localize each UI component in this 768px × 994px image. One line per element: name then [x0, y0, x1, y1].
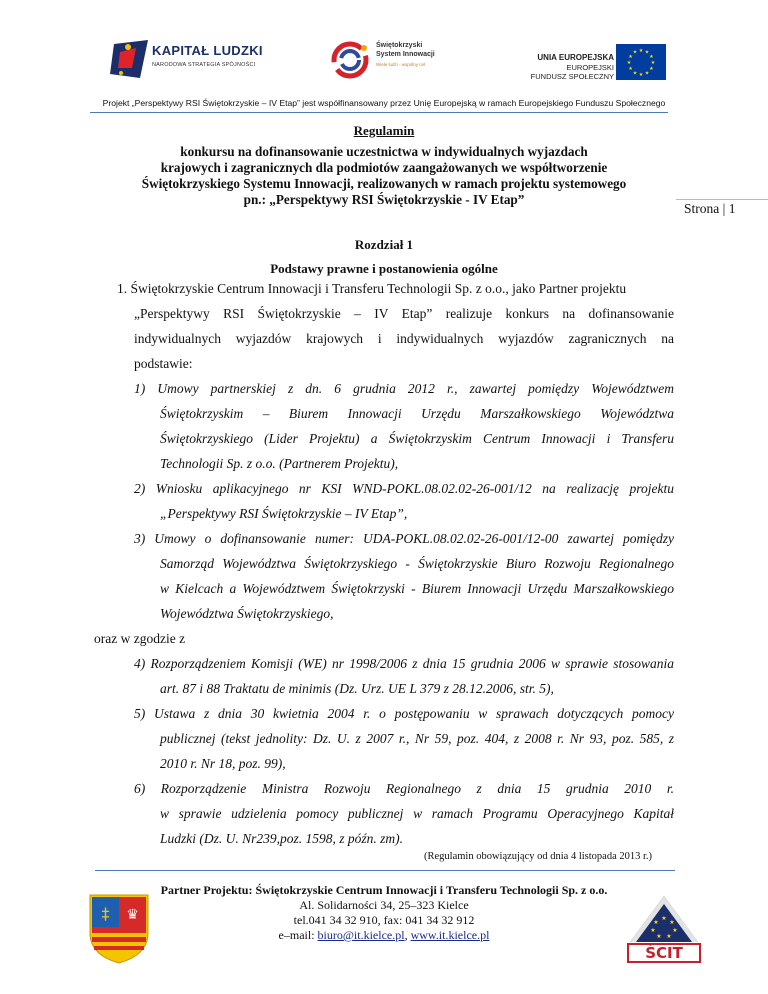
- item-5-line-2: publicznej (tekst jednolity: Dz. U. z 2007 r., Nr 59, poz. 404, z 2008 r. Nr 93, poz. 585, z: [160, 731, 674, 746]
- ssi-name-line1: Świętokrzyski: [376, 42, 423, 49]
- svg-text:★: ★: [661, 915, 667, 922]
- item-6-line-3: Ludzki (Dz. U. Nr239,poz. 1598, z późn. zm).: [160, 831, 404, 846]
- item-6-line-2: w sprawie udzielenia pomocy publicznej w ramach Programu Operacyjnego Kapitał: [160, 806, 674, 821]
- svg-text:★: ★: [632, 49, 638, 56]
- svg-text:★: ★: [626, 60, 632, 66]
- item-1-line-4: Technologii Sp. z o.o. (Partnerem Projektu),: [160, 456, 399, 471]
- svg-text:★: ★: [638, 48, 644, 54]
- footer-partner: Partner Projektu: Świętokrzyskie Centrum Innowacji i Transferu Technologii Sp. z o.o.: [160, 883, 608, 897]
- document-title: Regulamin: [353, 123, 415, 138]
- item-5-line-3: 2010 r. Nr 18, poz. 99),: [160, 756, 286, 771]
- svg-text:★: ★: [650, 927, 656, 934]
- svg-text:★: ★: [649, 66, 654, 72]
- ssi-logo: [330, 38, 380, 82]
- svg-text:‡: ‡: [101, 904, 110, 923]
- oraz-line: oraz w zgodzie z: [94, 631, 186, 646]
- ssi-slogan: Wiele ludzi - wspólny cel: [376, 62, 426, 67]
- chapter-heading: Rozdział 1: [354, 237, 414, 252]
- svg-text:★: ★: [628, 66, 633, 72]
- svg-text:★: ★: [669, 919, 675, 926]
- svg-text:♛: ♛: [126, 907, 139, 923]
- chapter-subheading: Podstawy prawne i postanowienia ogólne: [270, 261, 498, 276]
- eu-label-line3: FUNDUSZ SPOŁECZNY: [530, 72, 614, 81]
- ssi-name-line2: System Innowacji: [376, 51, 435, 58]
- item-1-line-1: 1) Umowy partnerskiej z dn. 6 grudnia 2012 r., zawartej pomiędzy Województwem: [134, 381, 674, 396]
- title-line-4: pn.: „Perspektywy RSI Świętokrzyskie - IV Etap”: [243, 192, 525, 207]
- kapital-ludzki-title: KAPITAŁ LUDZKI: [152, 43, 263, 58]
- item-1-line-3: Świętokrzyskiego (Lider Projektu) a Świętokrzyskim Centrum Innowacji i Transferu: [160, 431, 674, 446]
- svg-text:★: ★: [649, 54, 654, 60]
- eu-label-line2: EUROPEJSKI: [566, 63, 614, 72]
- project-cofinancing-note: Projekt „Perspektywy RSI Świętokrzyskie – IV Etap” jest współfinansowany przez Unię Europejską w ramach Europejskiego Funduszu Społecznego: [102, 98, 666, 108]
- item-2-line-1: 2) Wniosku aplikacyjnego nr KSI WND-POKL.08.02.02-26-001/12 na realizację projektu: [134, 481, 674, 496]
- item-6-line-1: 6) Rozporządzenie Ministra Rozwoju Regionalnego z dnia 15 grudnia 2010 r.: [134, 781, 674, 796]
- svg-text:★: ★: [672, 927, 678, 934]
- paragraph-1-line-4: podstawie:: [134, 356, 193, 371]
- contact-separator: ,: [404, 928, 411, 942]
- title-line-3: Świętokrzyskiego Systemu Innowacji, realizowanych w ramach projektu systemowego: [141, 176, 627, 191]
- footer-address: Al. Solidarności 34, 25–323 Kielce: [299, 898, 469, 912]
- item-2-line-2: „Perspektywy RSI Świętokrzyskie – IV Etap”,: [160, 506, 408, 521]
- email-label: e–mail:: [278, 928, 318, 942]
- item-3-line-3: w Kielcach a Województwem Świętokrzyski - Biurem Innowacji Urzędu Marszałkowskiego: [160, 581, 674, 596]
- paragraph-1-line-1: 1. Świętokrzyskie Centrum Innowacji i Transferu Technologii Sp. z o.o., jako Partner projektu: [117, 281, 627, 296]
- svg-text:★: ★: [666, 933, 672, 940]
- regulation-validity-note: (Regulamin obowiązujący od dnia 4 listopada 2013 r.): [424, 851, 653, 862]
- paragraph-1-line-2: „Perspektywy RSI Świętokrzyskie – IV Etap” realizuje konkurs na dofinansowanie: [134, 306, 674, 321]
- eu-flag-icon: [616, 44, 666, 80]
- kapital-ludzki-subtitle: NARODOWA STRATEGIA SPÓJNOŚCI: [152, 62, 256, 68]
- eu-label-line1: UNIA EUROPEJSKA: [537, 53, 614, 62]
- footer-divider: [95, 870, 675, 871]
- website-link[interactable]: www.it.kielce.pl: [410, 928, 490, 942]
- svg-text:★: ★: [628, 54, 633, 60]
- scit-logo: [626, 892, 702, 964]
- title-line-1: konkursu na dofinansowanie uczestnictwa w indywidualnych wyjazdach: [180, 144, 588, 159]
- item-4-line-1: 4) Rozporządzeniem Komisji (WE) nr 1998/2006 z dnia 15 grudnia 2006 w sprawie stosowania: [134, 656, 674, 671]
- paragraph-1-line-3: indywidualnych wyjazdów krajowych i indywidualnych wyjazdów zagranicznych na: [134, 331, 674, 346]
- footer-phone: tel.041 34 32 910, fax: 041 34 32 912: [293, 913, 475, 927]
- svg-text:★: ★: [632, 70, 638, 77]
- page-number: Strona | 1: [684, 201, 736, 216]
- item-3-line-1: 3) Umowy o dofinansowanie numer: UDA-POKL.08.02.02-26-001/12-00 zawartej pomiędzy: [134, 531, 674, 546]
- svg-text:★: ★: [656, 933, 662, 940]
- svg-text:★: ★: [644, 70, 650, 77]
- title-line-2: krajowych i zagranicznych dla podmiotów zaangażowanych we współtworzenie: [160, 160, 608, 175]
- item-4-line-2: art. 87 i 88 Traktatu de minimis (Dz. Urz. UE L 379 z 28.12.2006, str. 5),: [160, 681, 554, 696]
- item-3-line-4: Województwa Świętokrzyskiego,: [160, 606, 334, 621]
- svg-text:★: ★: [638, 72, 644, 78]
- item-3-line-2: Samorząd Województwa Świętokrzyskiego - Świętokrzyskie Biuro Rozwoju Regionalnego: [160, 556, 674, 571]
- scit-logo-label: ŚCIT: [645, 944, 683, 962]
- page-number-rule: [676, 199, 768, 200]
- item-1-line-2: Świętokrzyskim – Biurem Innowacji Urzędu Marszałkowskiego Województwa: [160, 406, 674, 421]
- header-divider: [90, 112, 668, 113]
- item-5-line-1: 5) Ustawa z dnia 30 kwietnia 2004 r. o postępowaniu w sprawach dotyczących pomocy: [134, 706, 674, 721]
- svg-text:★: ★: [653, 919, 659, 926]
- svg-text:★: ★: [644, 49, 650, 56]
- svg-text:★: ★: [650, 60, 656, 66]
- email-link[interactable]: biuro@it.kielce.pl: [317, 928, 405, 942]
